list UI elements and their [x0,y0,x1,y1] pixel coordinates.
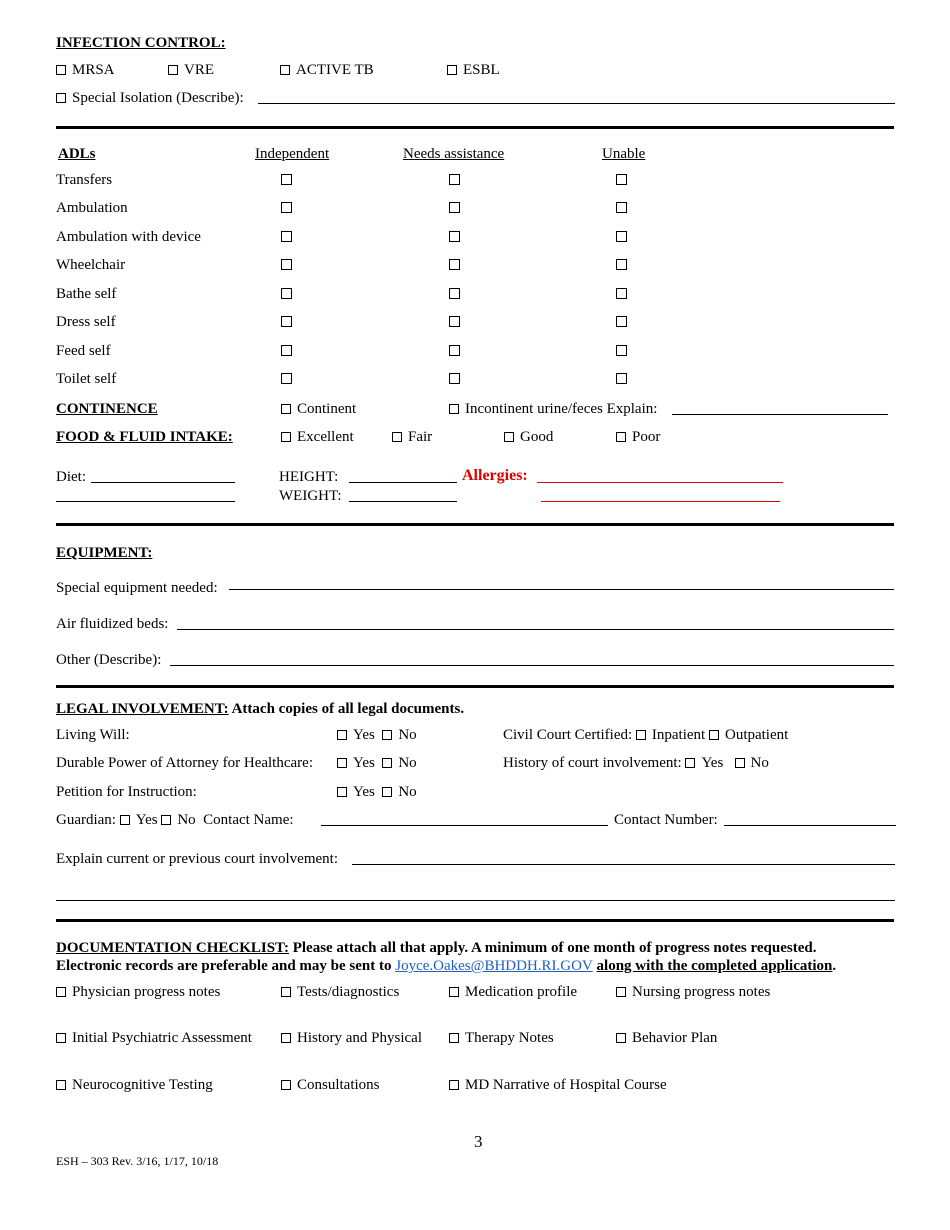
section-divider [56,126,894,129]
diet-field[interactable] [91,482,235,483]
yes-label: Yes [135,812,158,828]
contact-name-field[interactable] [321,825,608,826]
food-excellent-option[interactable] [281,428,354,446]
special-isolation-row[interactable] [56,89,244,107]
height-field[interactable] [349,482,457,483]
toilet-independent-checkbox[interactable] [281,373,292,384]
civil-court-label: Civil Court Certified: [503,727,633,743]
revision-footer: ESH – 303 Rev. 3/16, 1/17, 10/18 [56,1154,219,1168]
email-link[interactable]: Joyce.Oakes@BHDDH.RI.GOV [395,958,593,974]
active-tb-label: ACTIVE TB [296,62,374,78]
inpatient-checkbox[interactable] [636,730,646,740]
incontinent-label: Incontinent urine/feces Explain: [465,401,658,417]
consultations-checkbox[interactable] [281,1080,291,1090]
continent-option[interactable] [281,400,356,418]
food-fair-label: Fair [408,429,433,445]
height-label: HEIGHT: [279,469,339,485]
transfers-unable-checkbox[interactable] [616,174,627,185]
living-will-options [337,726,417,744]
dpoa-no-checkbox[interactable] [382,758,392,768]
legal-heading-row [56,700,464,718]
section-divider [56,919,894,922]
nursing-notes-checkbox[interactable] [616,987,626,997]
living-will-no-checkbox[interactable] [382,730,392,740]
ambulation-needs-assistance-checkbox[interactable] [449,202,460,213]
contact-number-label: Contact Number: [614,812,718,828]
adl-row-label: Ambulation [56,200,128,216]
dpoa-options [337,754,417,772]
living-will-yes-checkbox[interactable] [337,730,347,740]
incontinent-option[interactable] [449,400,657,418]
no-label: No [177,812,196,828]
doc-item[interactable] [56,983,220,1001]
feed-independent-checkbox[interactable] [281,345,292,356]
doc-item[interactable] [281,983,399,1001]
special-isolation-checkbox[interactable] [56,93,66,103]
diet-field-line2[interactable] [56,501,235,502]
ambulation-device-needs-assistance-checkbox[interactable] [449,231,460,242]
guardian-label: Guardian: [56,812,116,828]
mrsa-label: MRSA [72,62,115,78]
air-fluidized-beds-label: Air fluidized beds: [56,616,169,632]
ambulation-device-independent-checkbox[interactable] [281,231,292,242]
petition-label: Petition for Instruction: [56,784,197,800]
active-tb-checkbox-row[interactable] [280,61,374,79]
page-number: 3 [474,1132,483,1151]
food-poor-option[interactable] [616,428,660,446]
court-explain-field-line2[interactable] [56,900,895,901]
doc-item-label: Physician progress notes [72,984,221,1000]
food-excellent-label: Excellent [297,429,354,445]
toilet-unable-checkbox[interactable] [616,373,627,384]
doc-checklist-heading: DOCUMENTATION CHECKLIST: [56,940,289,956]
transfers-independent-checkbox[interactable] [281,174,292,185]
transfers-needs-assistance-checkbox[interactable] [449,174,460,185]
col-independent: Independent [255,146,330,162]
vre-label: VRE [184,62,214,78]
doc-item-label: Consultations [297,1077,380,1093]
adl-row-label: Bathe self [56,286,117,302]
psychiatric-assessment-checkbox[interactable] [56,1033,66,1043]
adl-row-label: Feed self [56,343,111,359]
wheelchair-needs-assistance-checkbox[interactable] [449,259,460,270]
living-will-label: Living Will: [56,727,130,743]
ambulation-unable-checkbox[interactable] [616,202,627,213]
special-equipment-field[interactable] [229,589,894,590]
food-excellent-checkbox[interactable] [281,432,291,442]
petition-options [337,783,417,801]
adl-row-label: Dress self [56,314,116,330]
adls-heading: ADLs [58,146,96,162]
no-label: No [750,755,769,771]
tests-diagnostics-checkbox[interactable] [281,987,291,997]
contact-name-label: Contact Name: [203,812,294,828]
vre-checkbox[interactable] [168,65,178,75]
neurocognitive-testing-checkbox[interactable] [56,1080,66,1090]
dress-independent-checkbox[interactable] [281,316,292,327]
special-equipment-label: Special equipment needed: [56,580,218,596]
food-poor-checkbox[interactable] [616,432,626,442]
dress-needs-assistance-checkbox[interactable] [449,316,460,327]
food-intake-heading: FOOD & FLUID INTAKE: [56,429,233,445]
esbl-checkbox[interactable] [447,65,457,75]
wheelchair-unable-checkbox[interactable] [616,259,627,270]
doc-item[interactable] [449,983,577,1001]
dress-unable-checkbox[interactable] [616,316,627,327]
court-history-yes-checkbox[interactable] [685,758,695,768]
diet-label: Diet: [56,469,86,485]
esbl-label: ESBL [463,62,500,78]
section-divider [56,685,894,688]
doc-item[interactable] [281,1076,380,1094]
ambulation-device-unable-checkbox[interactable] [616,231,627,242]
doc-item[interactable] [56,1076,213,1094]
guardian-yes-checkbox[interactable] [120,815,130,825]
other-equipment-label: Other (Describe): [56,652,162,668]
yes-label: Yes [353,784,375,800]
food-good-option[interactable] [504,428,553,446]
other-equipment-field[interactable] [170,665,894,666]
yes-label: Yes [701,755,724,771]
special-isolation-field[interactable] [258,103,895,104]
doc-item[interactable] [616,983,770,1001]
legal-note: Attach copies of all legal documents. [231,701,465,717]
adl-row-label: Wheelchair [56,257,126,273]
doc-item[interactable] [616,1029,717,1047]
doc-item[interactable] [281,1029,422,1047]
food-fair-checkbox[interactable] [392,432,402,442]
ambulation-independent-checkbox[interactable] [281,202,292,213]
doc-item[interactable] [56,1029,252,1047]
adl-row-label: Transfers [56,172,113,188]
allergies-label: Allergies: [462,467,528,484]
yes-label: Yes [353,727,375,743]
feed-unable-checkbox[interactable] [616,345,627,356]
bathe-independent-checkbox[interactable] [281,288,292,299]
dpoa-label: Durable Power of Attorney for Healthcare: [56,755,313,771]
incontinent-explain-field[interactable] [672,414,888,415]
doc-item-label: Medication profile [465,984,578,1000]
toilet-needs-assistance-checkbox[interactable] [449,373,460,384]
yes-label: Yes [353,755,375,771]
doc-checklist-line2 [56,957,836,975]
medication-profile-checkbox[interactable] [449,987,459,997]
feed-needs-assistance-checkbox[interactable] [449,345,460,356]
doc-item[interactable] [449,1029,554,1047]
food-good-checkbox[interactable] [504,432,514,442]
doc-checklist-instructions: Please attach all that apply. A minimum of one month of progress notes requested. [292,940,817,956]
bathe-unable-checkbox[interactable] [616,288,627,299]
food-fair-option[interactable] [392,428,432,446]
doc-item-label: Nursing progress notes [632,984,771,1000]
col-unable: Unable [602,146,646,162]
continence-heading: CONTINENCE [56,401,158,417]
no-label: No [398,727,417,743]
court-history-no-checkbox[interactable] [735,758,745,768]
food-good-label: Good [520,429,554,445]
doc-checklist-completed-app: along with the completed application [596,958,833,974]
doc-item-label: MD Narrative of Hospital Course [465,1077,667,1093]
court-history-label: History of court involvement: [503,755,682,771]
vre-checkbox-row[interactable] [168,61,214,79]
continent-label: Continent [297,401,357,417]
weight-field[interactable] [349,501,457,502]
esbl-checkbox-row[interactable] [447,61,500,79]
food-poor-label: Poor [632,429,661,445]
doc-item-label: History and Physical [297,1030,422,1046]
court-explain-label: Explain current or previous court involvement: [56,851,339,867]
adl-row-label: Ambulation with device [56,229,201,245]
doc-item[interactable] [449,1076,667,1094]
doc-item-label: Behavior Plan [632,1030,718,1046]
mrsa-checkbox-row[interactable] [56,61,115,79]
outpatient-label: Outpatient [724,727,789,743]
doc-checklist-line1 [56,939,816,957]
history-physical-checkbox[interactable] [281,1033,291,1043]
no-label: No [398,784,417,800]
legal-heading: LEGAL INVOLVEMENT: [56,701,229,717]
section-divider [56,523,894,526]
civil-court-row [503,726,788,744]
allergies-field[interactable] [537,482,783,483]
equipment-heading: EQUIPMENT: [56,545,153,561]
allergies-field-line2[interactable] [541,501,780,502]
outpatient-checkbox[interactable] [709,730,719,740]
incontinent-checkbox[interactable] [449,404,459,414]
doc-item-label: Initial Psychiatric Assessment [72,1030,252,1046]
adl-row-label: Toilet self [56,371,117,387]
wheelchair-independent-checkbox[interactable] [281,259,292,270]
guardian-row [56,811,294,829]
doc-checklist-electronic: Electronic records are preferable and may be sent to [56,958,392,974]
doc-checklist-period: . [832,958,837,974]
special-isolation-label: Special Isolation (Describe): [72,90,244,106]
petition-no-checkbox[interactable] [382,787,392,797]
doc-item-label: Neurocognitive Testing [72,1077,213,1093]
dpoa-yes-checkbox[interactable] [337,758,347,768]
doc-item-label: Tests/diagnostics [297,984,400,1000]
court-explain-field[interactable] [352,864,895,865]
doc-item-label: Therapy Notes [465,1030,554,1046]
md-narrative-checkbox[interactable] [449,1080,459,1090]
infection-control-heading: INFECTION CONTROL: [56,35,226,51]
air-fluidized-beds-field[interactable] [177,629,894,630]
court-history-row [503,754,769,772]
active-tb-checkbox[interactable] [280,65,290,75]
weight-label: WEIGHT: [279,488,342,504]
petition-yes-checkbox[interactable] [337,787,347,797]
continent-checkbox[interactable] [281,404,291,414]
mrsa-checkbox[interactable] [56,65,66,75]
bathe-needs-assistance-checkbox[interactable] [449,288,460,299]
behavior-plan-checkbox[interactable] [616,1033,626,1043]
physician-notes-checkbox[interactable] [56,987,66,997]
contact-number-field[interactable] [724,825,896,826]
col-needs-assistance: Needs assistance [403,146,505,162]
inpatient-label: Inpatient [651,727,706,743]
guardian-no-checkbox[interactable] [161,815,171,825]
no-label: No [398,755,417,771]
therapy-notes-checkbox[interactable] [449,1033,459,1043]
